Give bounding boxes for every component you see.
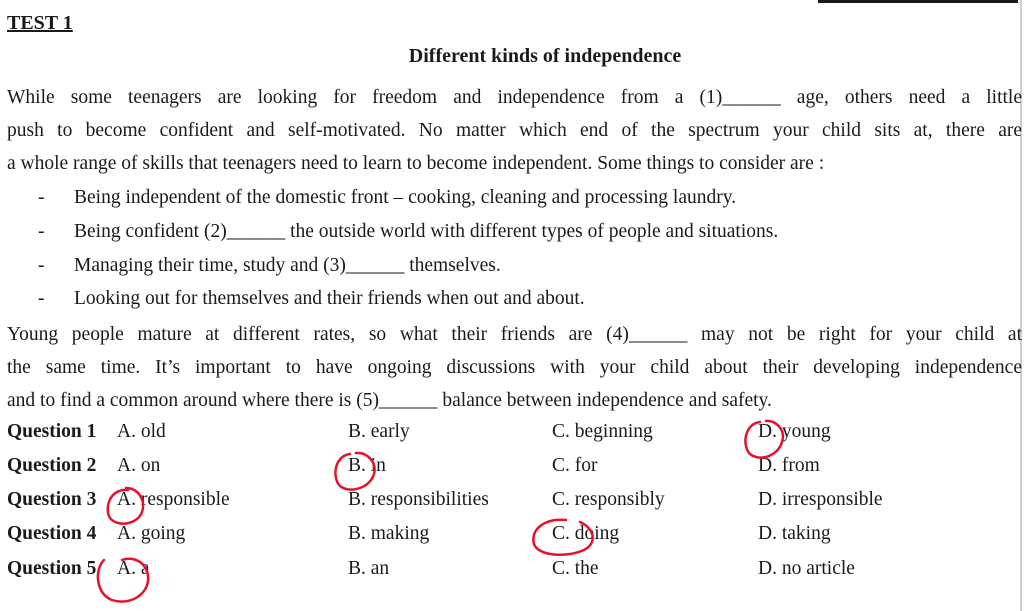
passage-title: Different kinds of independence bbox=[408, 45, 682, 67]
closing-line: Young people mature at different rates, so what their friends are (4)______ may not be right for your child at bbox=[7, 324, 1022, 345]
option-c[interactable]: C. the bbox=[552, 558, 599, 579]
question-label: Question 4 bbox=[7, 523, 97, 544]
closing-line: and to find a common around where there is (5)______ balance between independence and safety. bbox=[7, 390, 772, 411]
closing-line: the same time. It’s important to have ongoing discussions with your child about their developing independence bbox=[7, 357, 1022, 378]
question-label: Question 1 bbox=[7, 421, 97, 442]
option-b[interactable]: B. making bbox=[348, 523, 430, 544]
option-d[interactable]: D. no article bbox=[758, 558, 855, 579]
option-a[interactable]: A. responsible bbox=[117, 489, 230, 510]
bullet-dash: - bbox=[38, 288, 45, 309]
option-d[interactable]: D. taking bbox=[758, 523, 831, 544]
closing-paragraph bbox=[7, 318, 1022, 417]
option-c[interactable]: C. for bbox=[552, 455, 598, 476]
option-b[interactable]: B. responsibilities bbox=[348, 489, 489, 510]
question-row bbox=[7, 421, 1007, 455]
test-label: TEST 1 bbox=[7, 12, 73, 34]
intro-paragraph bbox=[7, 81, 1022, 180]
bullet-dash: - bbox=[38, 187, 45, 208]
bullet-item bbox=[38, 181, 998, 215]
bullet-list bbox=[38, 181, 998, 315]
option-c[interactable]: C. doing bbox=[552, 523, 620, 544]
option-a[interactable]: A. on bbox=[117, 455, 161, 476]
option-b[interactable]: B. in bbox=[348, 455, 386, 476]
bullet-item bbox=[38, 249, 998, 283]
question-row bbox=[7, 558, 1007, 592]
question-label: Question 2 bbox=[7, 455, 97, 476]
bullet-text: Being independent of the domestic front – cooking, cleaning and processing laundry. bbox=[74, 187, 737, 208]
intro-line: push to become confident and self-motivated. No matter which end of the spectrum your child sits at, there are bbox=[7, 120, 1022, 141]
option-c[interactable]: C. responsibly bbox=[552, 489, 665, 510]
bullet-item bbox=[38, 283, 998, 315]
option-a[interactable]: A. a bbox=[117, 558, 150, 579]
option-c[interactable]: C. beginning bbox=[552, 421, 653, 442]
option-b[interactable]: B. an bbox=[348, 558, 390, 579]
option-d[interactable]: D. young bbox=[758, 421, 831, 442]
intro-line: a whole range of skills that teenagers need to learn to become independent. Some things to consider are : bbox=[7, 153, 825, 174]
question-row bbox=[7, 455, 1007, 489]
question-row bbox=[7, 523, 1007, 557]
bullet-item bbox=[38, 215, 998, 249]
bullet-dash: - bbox=[38, 255, 45, 276]
bullet-text: Being confident (2)______ the outside world with different types of people and situations. bbox=[74, 221, 779, 242]
option-d[interactable]: D. irresponsible bbox=[758, 489, 883, 510]
top-rule bbox=[818, 0, 1018, 3]
option-a[interactable]: A. going bbox=[117, 523, 186, 544]
option-d[interactable]: D. from bbox=[758, 455, 820, 476]
question-row bbox=[7, 489, 1007, 523]
intro-line: While some teenagers are looking for freedom and independence from a (1)______ age, others need a little bbox=[7, 87, 1022, 108]
question-label: Question 5 bbox=[7, 558, 97, 579]
bullet-dash: - bbox=[38, 221, 45, 242]
bullet-text: Looking out for themselves and their friends when out and about. bbox=[74, 288, 585, 309]
option-a[interactable]: A. old bbox=[117, 421, 166, 442]
bullet-text: Managing their time, study and (3)______ themselves. bbox=[74, 255, 501, 276]
question-label: Question 3 bbox=[7, 489, 97, 510]
option-b[interactable]: B. early bbox=[348, 421, 410, 442]
